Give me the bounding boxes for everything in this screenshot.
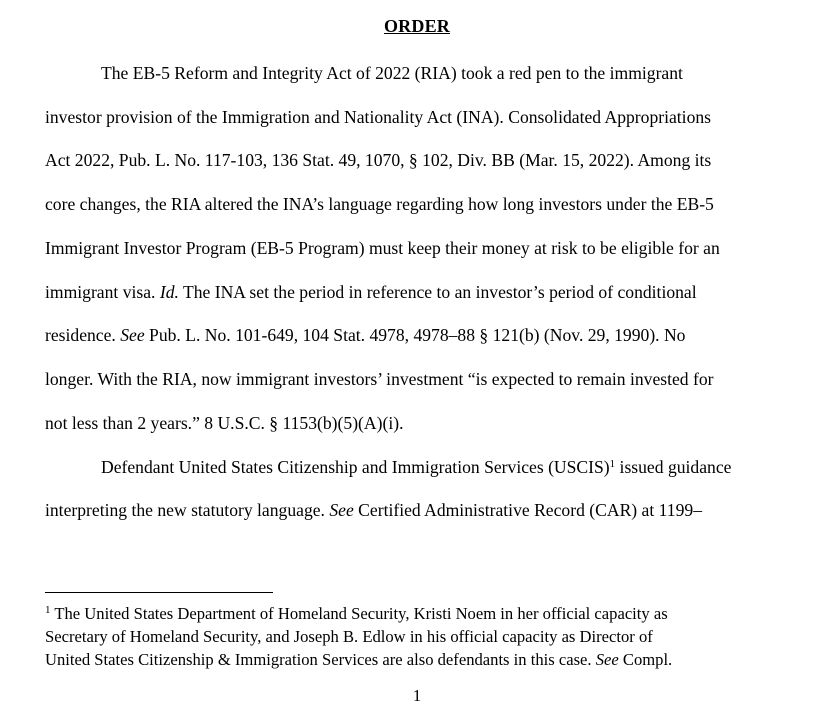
footnote-line-1-text: The United States Department of Homeland Security, Kristi Noem in her official capacity as [50, 604, 668, 623]
footnote-line-3 [45, 650, 672, 670]
body-line-7 [45, 324, 685, 346]
body-line-7-start: residence. [45, 325, 121, 345]
para2-line-2-start: interpreting the new statutory language. [45, 500, 330, 520]
id-citation: Id. [159, 282, 179, 302]
see-signal: See [120, 325, 145, 345]
see-signal: See [595, 650, 619, 669]
body-line-2: investor provision of the Immigration and Nationality Act (INA). Consolidated Appropriations [45, 107, 712, 127]
footnote-marker: 1 [45, 604, 51, 616]
para2-line-1-text: Defendant United States Citizenship and Immigration Services (USCIS) [101, 457, 610, 477]
body-line-4: core changes, the RIA altered the INA’s language regarding how long investors under the EB-5 [45, 194, 714, 214]
order-heading: ORDER [383, 16, 450, 36]
footnote-line-1 [45, 604, 668, 624]
para2-line-2-end: Certified Administrative Record (CAR) at 1199– [353, 500, 702, 520]
body-line-6-start: immigrant visa. [45, 282, 160, 302]
footnote-reference[interactable]: 1 [609, 458, 616, 470]
para2-line-1-end: issued guidance [615, 457, 732, 477]
footnote-divider [45, 592, 273, 593]
footnote-line-2: Secretary of Homeland Security, and Joseph B. Edlow in his official capacity as Director of [45, 627, 653, 646]
para2-line-2 [45, 499, 702, 521]
body-line-7-end: Pub. L. No. 101-649, 104 Stat. 4978, 4978–88 § 121(b) (Nov. 29, 1990). No [144, 325, 686, 345]
body-line-1: The EB-5 Reform and Integrity Act of 2022 (RIA) took a red pen to the immigrant [101, 63, 683, 83]
footnote-line-3-start: United States Citizenship & Immigration Services are also defendants in this case. [45, 650, 596, 669]
body-line-5: Immigrant Investor Program (EB-5 Program) must keep their money at risk to be eligible for an [45, 238, 720, 258]
footnote-line-3-end: Compl. [618, 650, 673, 669]
body-line-6-end: The INA set the period in reference to an investor’s period of conditional [178, 282, 697, 302]
page-number: 1 [412, 686, 422, 705]
para2-line-1 [101, 456, 731, 478]
body-line-6 [45, 281, 697, 303]
see-signal: See [329, 500, 354, 520]
body-line-9: not less than 2 years.” 8 U.S.C. § 1153(b)(5)(A)(i). [45, 413, 404, 433]
body-line-8: longer. With the RIA, now immigrant investors’ investment “is expected to remain invested for [45, 369, 714, 389]
body-line-3: Act 2022, Pub. L. No. 117-103, 136 Stat. 49, 1070, § 102, Div. BB (Mar. 15, 2022). Among its [45, 150, 712, 170]
